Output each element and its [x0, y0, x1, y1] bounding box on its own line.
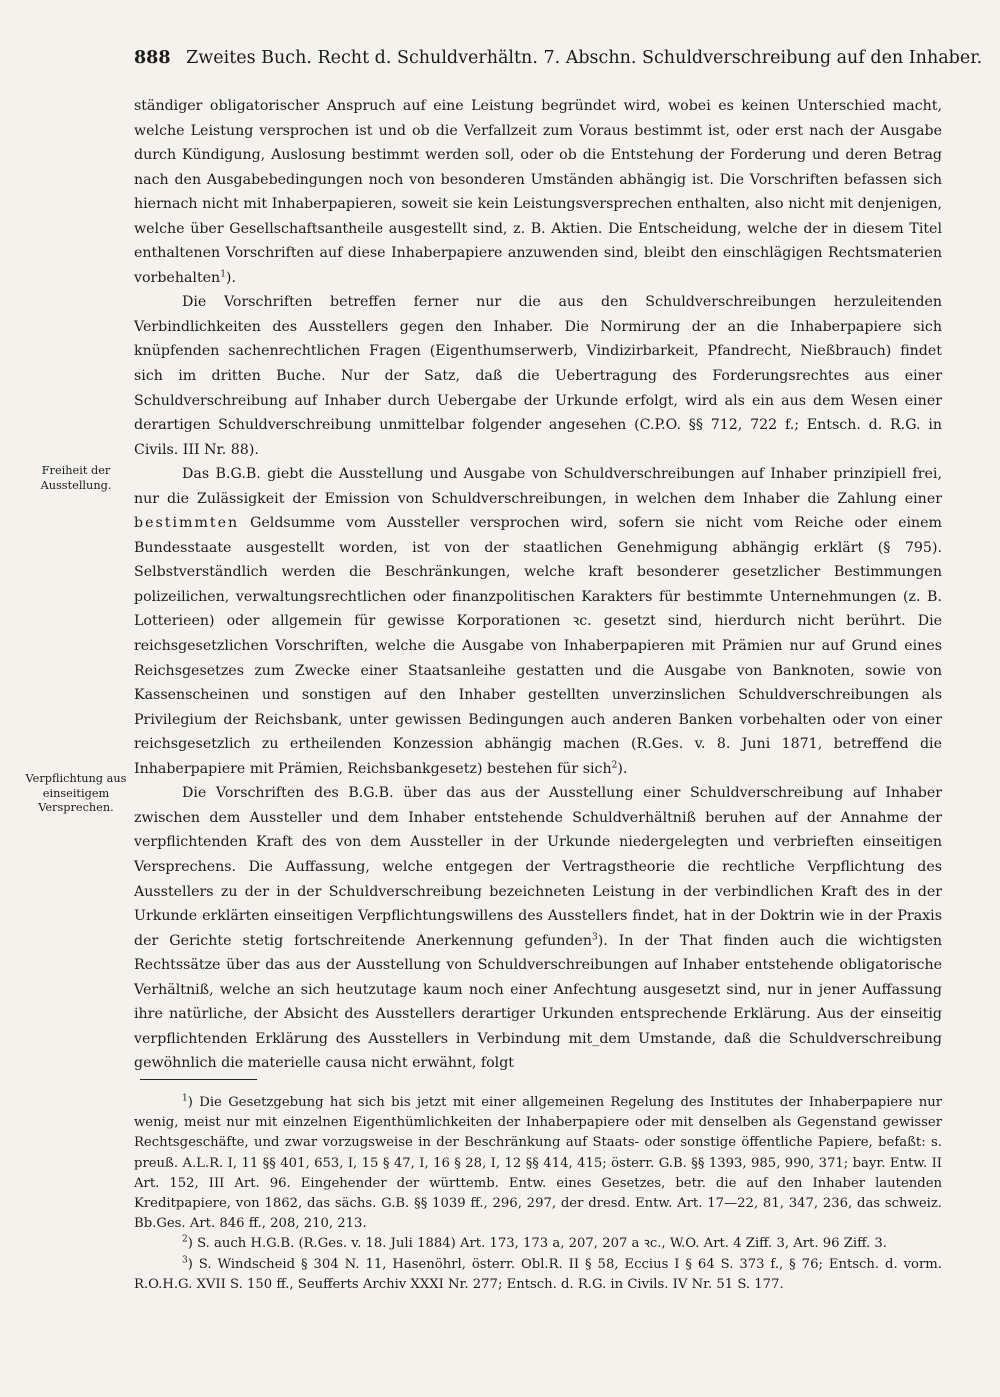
- footnotes: [134, 1093, 942, 1295]
- paragraph-4: [134, 781, 942, 1076]
- paragraph-3-continued: Geldsumme vom Aussteller versprochen wird, sofern sie nicht vom Reiche oder einem Bundesstaate ausgestellt worden, ist von der staatlichen Genehmigung abhängig erklärt (§ 795). Selbstverständlich werden die Beschränkungen, welche kraft besonderer gesetzlicher Bestimmungen polizeilichen, verwaltungsrechtlichen oder finanzpolitischen Karakters für bestimmte Unternehmungen (z. B. Lotterieen) oder allgemein für gewisse Korporationen ꝛc. gesetzt sind, hierdurch nicht berührt. Die reichsgesetzlichen Vorschriften, welche die Ausgabe von Inhaberpapieren mit Prämien nur auf Grund eines Reichsgesetzes zum Zwecke einer Staatsanleihe gestatten und die Ausgabe von Banknoten, sowie von Kassenscheinen und sonstigen auf den Inhaber gestellten unverzinslichen Schuldverschreibungen als Privilegium der Reichsbank, unter gewissen Bedingungen auch anderen Banken vorbehalten oder von einer reichsgesetzlich zu ertheilenden Konzession abhängig machen (R.Ges. v. 8. Juni 1871, betreffend die Inhaberpapiere mit Prämien, Reichsbankgesetz) bestehen für sich: [134, 515, 942, 777]
- paragraph-1-text: ständiger obligatorischer Anspruch auf eine Leistung begründet wird, wobei es keinen Unterschied macht, welche Leistung versprochen ist und ob die Verfallzeit zum Voraus bestimmt ist, oder erst nach der Ausgabe durch Kündigung, Auslosung bestimmt werden soll, oder ob die Entstehung der Forderung und deren Betrag nach den Ausgabebedingungen noch von besonderen Umständen abhängig ist. Die Vorschriften befassen sich hiernach nicht mit Inhaberpapieren, soweit sie kein Leistungsversprechen enthalten, also nicht mit denjenigen, welche über Gesellschaftsantheile ausgestellt sind, z. B. Aktien. Die Entscheidung, welche der in diesem Titel enthaltenen Vorschriften auf diese Inhaberpapiere anzuwenden sind, bleibt den einschlägigen Rechtsmaterien vorbehalten: [134, 98, 942, 286]
- body-text: [134, 94, 942, 1076]
- margin-note-verpflichtung: Verpflichtung aus einseitigem Versprechen.: [25, 772, 127, 814]
- emphasized-word: bestimmten: [134, 515, 240, 532]
- footnote-mark: 1: [182, 1093, 188, 1104]
- paragraph-3-tail: ).: [617, 760, 628, 777]
- footnote-ref-3: 3: [592, 931, 598, 942]
- paragraph-2: Die Vorschriften betreffen ferner nur die aus den Schuldverschreibungen herzuleitenden Verbindlichkeiten des Ausstellers gegen den Inhaber. Die Normirung der an die Inhaberpapiere sich knüpfenden sachenrechtlichen Fragen (Eigenthumserwerb, Vindizirbarkeit, Pfandrecht, Nießbrauch) findet sich im dritten Buche. Nur der Satz, daß die Uebertragung des Forderungsrechtes aus einer Schuldverschreibung auf Inhaber durch Uebergabe der Urkunde erfolgt, wird als ein aus dem Wesen einer derartigen Schuldverschreibung unmittelbar folgender angesehen (C.P.O. §§ 712, 722 f.; Entsch. d. R.G. in Civils. III Nr. 88).: [134, 294, 942, 458]
- page-number: 888: [134, 48, 171, 68]
- footnote-2: [134, 1234, 942, 1254]
- footnote-ref-1: 1: [220, 269, 226, 280]
- paragraph-1-tail: ).: [225, 269, 236, 286]
- footnote-ref-2: 2: [611, 760, 618, 771]
- footnote-mark: 3: [182, 1255, 188, 1266]
- footnote-text: ) Die Gesetzgebung hat sich bis jetzt mit einer allgemeinen Regelung des Institutes der Inhaberpapiere nur wenig, meist nur mit einzelnen Eigenthümlichkeiten der Inhaberpapiere oder mit denselben als Gegenstand gewisser Rechtsgeschäfte, und zwar vorzugsweise in der Beschränkung auf Staats- oder sonstige öffentliche Papiere, befaßt: s. preuß. A.L.R. I, 11 §§ 401, 653, I, 15 § 47, I, 16 § 28, I, 12 §§ 414, 415; österr. G.B. §§ 1393, 985, 990, 371; bayr. Entw. II Art. 152, III Art. 96. Eingehender der württemb. Entw. eines Gesetzes, betr. die auf den Inhaber lautenden Kreditpapiere, von 1862, das sächs. G.B. §§ 1039 ff., 296, 297, der dresd. Entw. Art. 17—22, 81, 347, 236, das schweiz. Bb.Ges. Art. 846 ff., 208, 210, 213.: [134, 1095, 942, 1232]
- footnote-mark: 2: [182, 1235, 188, 1246]
- paragraph-1: [134, 94, 942, 290]
- footnote-text: ) S. auch H.G.B. (R.Ges. v. 18. Juli 1884) Art. 173, 173 a, 207, 207 a ꝛc., W.O. Art. 4 Ziff. 3, Art. 96 Ziff. 3.: [187, 1236, 887, 1252]
- paragraph-4-continued: ). In der That finden auch die wichtigsten Rechtssätze über das aus der Ausstellung von Schuldverschreibungen auf Inhaber entstehende obligatorische Verhältniß, welche an sich heutzutage kaum noch einer Anfechtung ausgesetzt sind, nur in jener Auffassung ihre natürliche, der Absicht des Ausstellers derartiger Urkunden entsprechende Erklärung. Aus der einseitig verpflichtenden Erklärung des Ausstellers in Verbindung mit_dem Umstande, daß die Schuldverschreibung gewöhnlich die materielle causa nicht erwähnt, folgt: [134, 932, 942, 1072]
- footnote-text: ) S. Windscheid § 304 N. 11, Hasenöhrl, österr. Obl.R. II § 58, Eccius I § 64 S. 373 f., § 76; Entsch. d. vorm. R.O.H.G. XVII S. 150 ff., Seufferts Archiv XXXI Nr. 277; Entsch. d. R.G. in Civils. IV Nr. 51 S. 177.: [134, 1256, 942, 1292]
- paragraph-3-text: Das B.G.B. giebt die Ausstellung und Ausgabe von Schuldverschreibungen auf Inhaber prinzipiell frei, nur die Zulässigkeit der Emission von Schuldverschreibungen, in welchen dem Inhaber die Zahlung einer: [134, 466, 942, 507]
- running-header: [134, 48, 983, 68]
- running-title: Zweites Buch. Recht d. Schuldverhältn. 7. Abschn. Schuldverschreibung auf den Inhaber.: [186, 48, 983, 68]
- footnote-divider: [140, 1079, 257, 1080]
- margin-note-freiheit: Freiheit der Ausstellung.: [40, 464, 112, 492]
- footnote-1: [134, 1093, 942, 1234]
- paragraph-4-text: Die Vorschriften des B.G.B. über das aus der Ausstellung einer Schuldverschreibung auf Inhaber zwischen dem Aussteller und dem Inhaber entstehende Schuldverhältniß beruhen auf der Annahme der verpflichtenden Kraft des von dem Aussteller in der Urkunde niedergelegten und verbrieften einseitigen Versprechens. Die Auffassung, welche entgegen der Vertragstheorie die rechtliche Verpflichtung des Ausstellers zu der in der Schuldverschreibung bezeichneten Leistung in der verbindlichen Kraft des in der Urkunde erklärten einseitigen Verpflichtungswillens des Ausstellers findet, hat in der Doktrin wie in der Praxis der Gerichte stetig fortschreitende Anerkennung gefunden: [134, 785, 942, 949]
- paragraph-3: [134, 462, 942, 781]
- footnote-3: [134, 1255, 942, 1295]
